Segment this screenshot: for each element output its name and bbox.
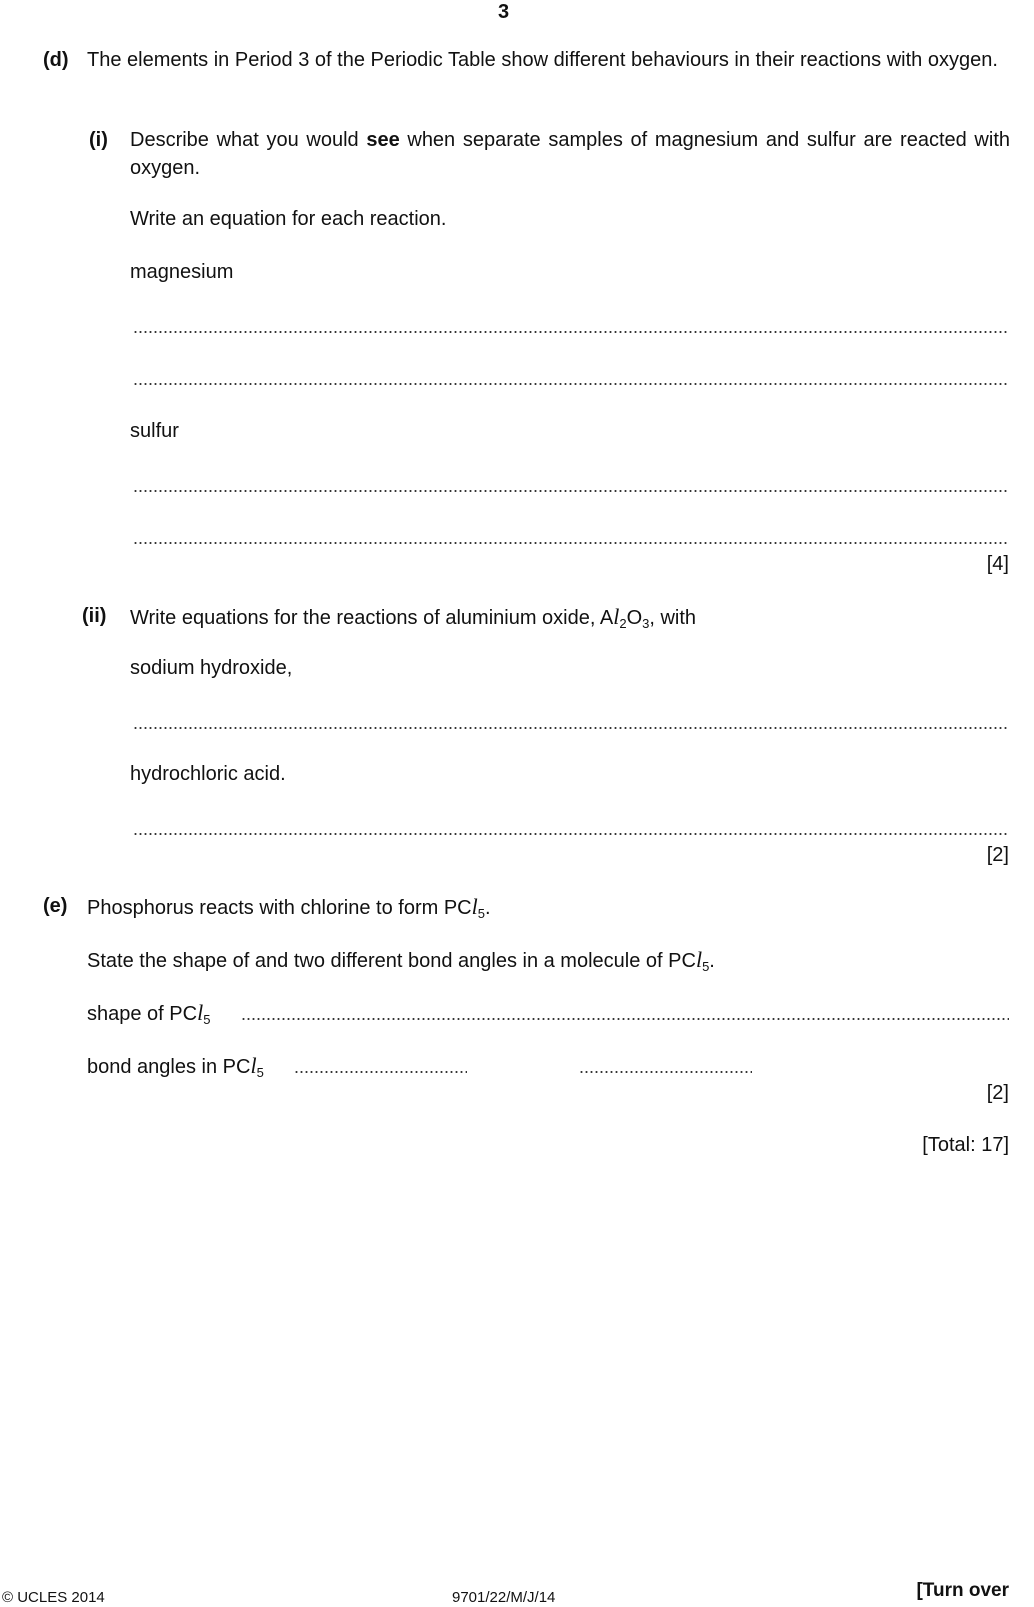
answer-line-magnesium-2[interactable] [133,382,1009,386]
naoh-label: sodium hydroxide, [130,657,293,679]
sub-ii-label: (ii) [82,605,107,627]
part-e-line2-l: l [695,947,703,972]
part-e-label: (e) [43,895,68,917]
sulfur-label: sulfur [130,420,179,442]
answer-line-angle-2[interactable] [579,1070,752,1074]
part-e-line1-sub5: 5 [477,906,485,921]
answer-line-angle-1[interactable] [294,1070,467,1074]
part-d-intro: The elements in Period 3 of the Periodic Table show different behaviours in their reactions with oxygen. [87,49,998,71]
angles-label-l: l [250,1053,257,1078]
answer-line-sulfur-1[interactable] [133,489,1009,493]
shape-label-sub5: 5 [203,1012,211,1027]
part-e-marks: [2] [986,1082,1009,1104]
shape-label-l: l [197,1000,204,1025]
sub-i-instruction: Write an equation for each reaction. [130,208,447,230]
hcl-label: hydrochloric acid. [130,763,286,785]
sub-ii-question-end: , with [649,607,697,629]
part-e-line2-sub5: 5 [702,959,710,974]
sub-i-question [130,126,1010,182]
angles-label-text: bond angles in PC [87,1056,251,1078]
total-marks: [Total: 17] [922,1134,1009,1156]
sub-ii-question [130,604,696,630]
part-e-line2-text: State the shape of and two different bond angles in a molecule of PC [87,950,696,972]
answer-line-magnesium-1[interactable] [133,330,1009,334]
angles-label [87,1053,264,1079]
shape-label [87,1000,210,1026]
part-e-line2 [87,947,715,973]
part-e-line1-l: l [471,894,478,919]
sub-ii-o: O [626,607,643,629]
sub-ii-sub2: 2 [619,616,627,631]
footer-turn-over: [Turn over [916,1580,1009,1601]
part-d-label: (d) [43,49,69,71]
sub-i-marks: [4] [986,553,1009,575]
answer-line-naoh[interactable] [133,726,1009,730]
sub-i-label: (i) [89,129,108,151]
shape-label-text: shape of PC [87,1003,198,1025]
footer-code: 9701/22/M/J/14 [452,1589,556,1606]
page-number: 3 [498,1,510,23]
footer-copyright: © UCLES 2014 [2,1589,105,1606]
sub-ii-l: l [613,604,620,629]
sub-i-question-see: see [366,129,400,151]
sub-i-question-text-2: when separate samples of magnesium and sulfur are reacted with oxygen. [130,129,1010,179]
answer-line-shape[interactable] [241,1017,1009,1021]
sub-ii-marks: [2] [986,844,1009,866]
part-e-line1 [87,894,491,920]
part-e-line2-period: . [709,950,715,972]
sub-i-question-text-1: Describe what you would [130,129,367,151]
part-e-line1-text: Phosphorus reacts with chlorine to form PC [87,897,472,919]
angles-label-sub5: 5 [256,1065,264,1080]
magnesium-label: magnesium [130,261,234,283]
sub-ii-sub3: 3 [642,616,650,631]
answer-line-hcl[interactable] [133,832,1009,836]
answer-line-sulfur-2[interactable] [133,541,1009,545]
sub-ii-question-text: Write equations for the reactions of aluminium oxide, A [130,607,614,629]
part-e-line1-period: . [484,897,491,919]
